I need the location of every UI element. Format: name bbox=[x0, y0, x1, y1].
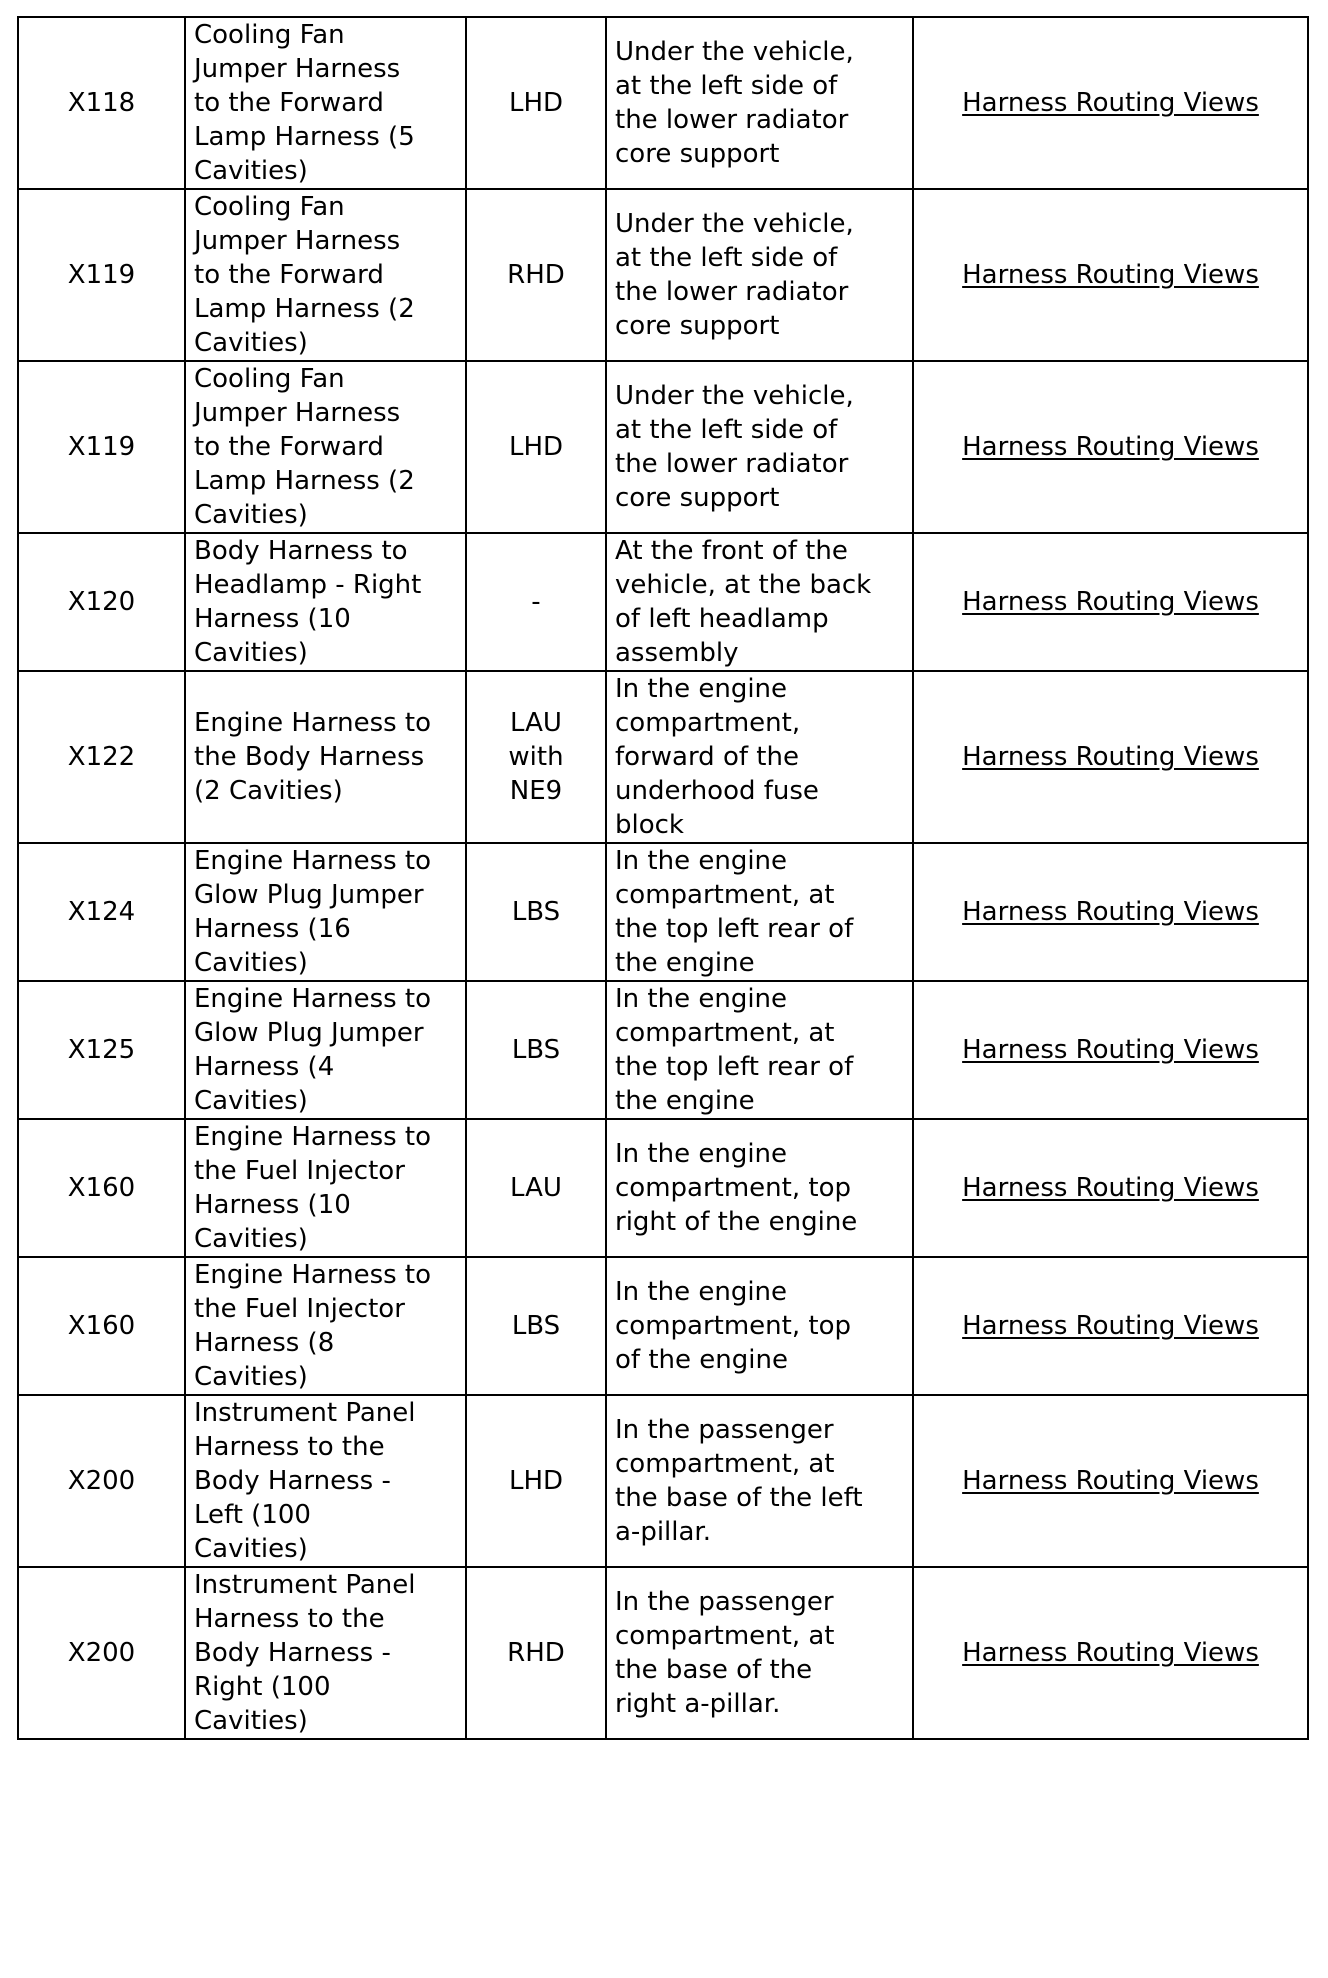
location-cell-line: a-pillar. bbox=[615, 1517, 711, 1547]
routing-link-cell bbox=[913, 17, 1308, 189]
routing-link-cell bbox=[913, 1567, 1308, 1739]
option-cell bbox=[466, 1119, 606, 1257]
option-cell-line: LBS bbox=[511, 897, 561, 927]
description-cell-line: Engine Harness to bbox=[194, 1122, 432, 1152]
table-row bbox=[18, 1395, 1308, 1567]
table-row bbox=[18, 1119, 1308, 1257]
location-cell-line: Under the vehicle, bbox=[615, 381, 854, 411]
routing-link-cell bbox=[913, 1395, 1308, 1567]
option-cell-line: - bbox=[531, 587, 541, 617]
description-cell-line: Instrument Panel bbox=[194, 1570, 416, 1600]
location-cell-line: In the engine bbox=[615, 1139, 788, 1169]
description-cell bbox=[185, 189, 466, 361]
description-cell-line: Right (100 bbox=[194, 1672, 331, 1702]
description-cell-line: Engine Harness to bbox=[194, 708, 432, 738]
location-cell-line: of the engine bbox=[615, 1345, 788, 1375]
option-cell bbox=[466, 17, 606, 189]
connector-id-cell: X118 bbox=[18, 17, 185, 189]
location-cell-line: the base of the bbox=[615, 1655, 813, 1685]
description-cell bbox=[185, 843, 466, 981]
harness-routing-views-link[interactable]: Harness Routing Views bbox=[962, 432, 1259, 462]
connector-id-cell: X124 bbox=[18, 843, 185, 981]
harness-routing-views-link[interactable]: Harness Routing Views bbox=[962, 88, 1259, 118]
description-cell-line: Glow Plug Jumper bbox=[194, 880, 424, 910]
option-cell-line: LAU bbox=[510, 708, 562, 738]
description-cell-line: Cavities) bbox=[194, 1362, 308, 1392]
description-cell-line: Harness (10 bbox=[194, 1190, 351, 1220]
location-cell-line: compartment, at bbox=[615, 1621, 835, 1651]
harness-routing-views-link[interactable]: Harness Routing Views bbox=[962, 260, 1259, 290]
location-cell-line: the lower radiator bbox=[615, 105, 849, 135]
description-cell-line: the Fuel Injector bbox=[194, 1294, 405, 1324]
description-cell bbox=[185, 17, 466, 189]
option-cell bbox=[466, 1567, 606, 1739]
routing-link-cell bbox=[913, 361, 1308, 533]
description-cell-line: to the Forward bbox=[194, 88, 384, 118]
description-cell bbox=[185, 1119, 466, 1257]
description-cell-line: to the Forward bbox=[194, 432, 384, 462]
location-cell bbox=[606, 533, 913, 671]
location-cell-line: the lower radiator bbox=[615, 277, 849, 307]
option-cell-line: with bbox=[508, 742, 564, 772]
location-cell-line: the top left rear of bbox=[615, 914, 854, 944]
option-cell bbox=[466, 1395, 606, 1567]
description-cell-line: Cavities) bbox=[194, 948, 308, 978]
location-cell-line: of left headlamp bbox=[615, 604, 829, 634]
option-cell bbox=[466, 671, 606, 843]
description-cell-line: Harness (8 bbox=[194, 1328, 335, 1358]
location-cell-line: Under the vehicle, bbox=[615, 209, 854, 239]
description-cell-line: Lamp Harness (2 bbox=[194, 294, 415, 324]
description-cell-line: Cooling Fan bbox=[194, 192, 345, 222]
description-cell-line: the Fuel Injector bbox=[194, 1156, 405, 1186]
description-cell-line: Lamp Harness (5 bbox=[194, 122, 415, 152]
harness-routing-views-link[interactable]: Harness Routing Views bbox=[962, 897, 1259, 927]
location-cell-line: underhood fuse bbox=[615, 776, 819, 806]
option-cell bbox=[466, 189, 606, 361]
description-cell-line: Cooling Fan bbox=[194, 20, 345, 50]
description-cell bbox=[185, 1257, 466, 1395]
description-cell-line: Harness to the bbox=[194, 1432, 385, 1462]
connector-id-cell: X122 bbox=[18, 671, 185, 843]
description-cell-line: Cavities) bbox=[194, 500, 308, 530]
description-cell-line: Jumper Harness bbox=[194, 398, 401, 428]
location-cell-line: the engine bbox=[615, 1086, 755, 1116]
location-cell-line: right of the engine bbox=[615, 1207, 858, 1237]
connector-table bbox=[17, 16, 1309, 1740]
location-cell bbox=[606, 1257, 913, 1395]
description-cell bbox=[185, 1395, 466, 1567]
connector-id-cell: X125 bbox=[18, 981, 185, 1119]
option-cell-line: LBS bbox=[511, 1035, 561, 1065]
option-cell-line: LHD bbox=[508, 88, 564, 118]
description-cell bbox=[185, 361, 466, 533]
option-cell-line: LHD bbox=[508, 1466, 564, 1496]
routing-link-cell bbox=[913, 533, 1308, 671]
connector-id-cell: X119 bbox=[18, 189, 185, 361]
description-cell-line: Headlamp - Right bbox=[194, 570, 422, 600]
location-cell-line: Under the vehicle, bbox=[615, 37, 854, 67]
location-cell bbox=[606, 17, 913, 189]
table-row bbox=[18, 189, 1308, 361]
connector-id-cell: X119 bbox=[18, 361, 185, 533]
table-row bbox=[18, 533, 1308, 671]
harness-routing-views-link[interactable]: Harness Routing Views bbox=[962, 1035, 1259, 1065]
routing-link-cell bbox=[913, 981, 1308, 1119]
location-cell-line: the top left rear of bbox=[615, 1052, 854, 1082]
location-cell-line: the lower radiator bbox=[615, 449, 849, 479]
connector-id-cell: X200 bbox=[18, 1567, 185, 1739]
description-cell-line: Cavities) bbox=[194, 156, 308, 186]
option-cell-line: LAU bbox=[510, 1173, 562, 1203]
option-cell bbox=[466, 981, 606, 1119]
routing-link-cell bbox=[913, 1257, 1308, 1395]
location-cell-line: In the engine bbox=[615, 984, 788, 1014]
description-cell-line: Engine Harness to bbox=[194, 846, 432, 876]
description-cell-line: Engine Harness to bbox=[194, 984, 432, 1014]
location-cell-line: vehicle, at the back bbox=[615, 570, 872, 600]
option-cell bbox=[466, 843, 606, 981]
description-cell-line: Harness (10 bbox=[194, 604, 351, 634]
table-row bbox=[18, 1257, 1308, 1395]
location-cell-line: the base of the left bbox=[615, 1483, 863, 1513]
location-cell-line: compartment, top bbox=[615, 1311, 851, 1341]
table-row bbox=[18, 361, 1308, 533]
location-cell-line: core support bbox=[615, 483, 780, 513]
location-cell-line: at the left side of bbox=[615, 415, 838, 445]
description-cell bbox=[185, 981, 466, 1119]
description-cell-line: Cavities) bbox=[194, 1706, 308, 1736]
location-cell-line: compartment, at bbox=[615, 880, 835, 910]
description-cell-line: Cavities) bbox=[194, 1224, 308, 1254]
location-cell-line: compartment, top bbox=[615, 1173, 851, 1203]
location-cell-line: compartment, bbox=[615, 708, 801, 738]
table-row bbox=[18, 843, 1308, 981]
description-cell bbox=[185, 533, 466, 671]
option-cell bbox=[466, 361, 606, 533]
description-cell-line: Body Harness - bbox=[194, 1638, 391, 1668]
location-cell-line: core support bbox=[615, 311, 780, 341]
description-cell-line: Cavities) bbox=[194, 1086, 308, 1116]
routing-link-cell bbox=[913, 189, 1308, 361]
option-cell-line: LBS bbox=[511, 1311, 561, 1341]
location-cell bbox=[606, 671, 913, 843]
description-cell-line: Harness (16 bbox=[194, 914, 351, 944]
table-row bbox=[18, 17, 1308, 189]
harness-routing-views-link[interactable]: Harness Routing Views bbox=[962, 1173, 1259, 1203]
option-cell-line: LHD bbox=[508, 432, 564, 462]
option-cell-line: NE9 bbox=[509, 776, 563, 806]
option-cell-line: RHD bbox=[507, 1638, 565, 1668]
location-cell bbox=[606, 981, 913, 1119]
routing-link-cell bbox=[913, 843, 1308, 981]
description-cell bbox=[185, 1567, 466, 1739]
table-row bbox=[18, 671, 1308, 843]
description-cell-line: Jumper Harness bbox=[194, 54, 401, 84]
harness-routing-views-link[interactable]: Harness Routing Views bbox=[962, 1466, 1259, 1496]
location-cell bbox=[606, 1395, 913, 1567]
option-cell bbox=[466, 1257, 606, 1395]
description-cell-line: the Body Harness bbox=[194, 742, 425, 772]
location-cell bbox=[606, 189, 913, 361]
description-cell-line: Cavities) bbox=[194, 328, 308, 358]
location-cell-line: forward of the bbox=[615, 742, 799, 772]
description-cell-line: Instrument Panel bbox=[194, 1398, 416, 1428]
option-cell-line: RHD bbox=[507, 260, 565, 290]
harness-routing-views-link[interactable]: Harness Routing Views bbox=[962, 742, 1259, 772]
description-cell-line: Harness (4 bbox=[194, 1052, 335, 1082]
location-cell bbox=[606, 1119, 913, 1257]
harness-routing-views-link[interactable]: Harness Routing Views bbox=[962, 1638, 1259, 1668]
connector-id-cell: X160 bbox=[18, 1119, 185, 1257]
location-cell-line: In the engine bbox=[615, 1277, 788, 1307]
location-cell-line: At the front of the bbox=[615, 536, 848, 566]
description-cell-line: Left (100 bbox=[194, 1500, 311, 1530]
location-cell-line: core support bbox=[615, 139, 780, 169]
description-cell-line: to the Forward bbox=[194, 260, 384, 290]
description-cell-line: Body Harness - bbox=[194, 1466, 391, 1496]
location-cell-line: compartment, at bbox=[615, 1018, 835, 1048]
location-cell-line: In the engine bbox=[615, 674, 788, 704]
connector-id-cell: X200 bbox=[18, 1395, 185, 1567]
connector-table-body bbox=[18, 17, 1308, 1739]
location-cell-line: block bbox=[615, 810, 684, 840]
description-cell-line: Engine Harness to bbox=[194, 1260, 432, 1290]
description-cell-line: Harness to the bbox=[194, 1604, 385, 1634]
description-cell-line: Body Harness to bbox=[194, 536, 408, 566]
description-cell bbox=[185, 671, 466, 843]
location-cell-line: assembly bbox=[615, 638, 739, 668]
description-cell-line: Jumper Harness bbox=[194, 226, 401, 256]
description-cell-line: Cooling Fan bbox=[194, 364, 345, 394]
location-cell-line: at the left side of bbox=[615, 71, 838, 101]
location-cell-line: at the left side of bbox=[615, 243, 838, 273]
harness-routing-views-link[interactable]: Harness Routing Views bbox=[962, 587, 1259, 617]
option-cell bbox=[466, 533, 606, 671]
routing-link-cell bbox=[913, 1119, 1308, 1257]
location-cell-line: In the passenger bbox=[615, 1587, 834, 1617]
routing-link-cell bbox=[913, 671, 1308, 843]
location-cell-line: the engine bbox=[615, 948, 755, 978]
description-cell-line: Glow Plug Jumper bbox=[194, 1018, 424, 1048]
connector-id-cell: X160 bbox=[18, 1257, 185, 1395]
description-cell-line: Cavities) bbox=[194, 1534, 308, 1564]
table-row bbox=[18, 1567, 1308, 1739]
location-cell-line: compartment, at bbox=[615, 1449, 835, 1479]
location-cell bbox=[606, 1567, 913, 1739]
description-cell-line: Lamp Harness (2 bbox=[194, 466, 415, 496]
location-cell bbox=[606, 361, 913, 533]
location-cell bbox=[606, 843, 913, 981]
table-row bbox=[18, 981, 1308, 1119]
connector-id-cell: X120 bbox=[18, 533, 185, 671]
description-cell-line: Cavities) bbox=[194, 638, 308, 668]
description-cell-line: (2 Cavities) bbox=[194, 776, 343, 806]
location-cell-line: In the passenger bbox=[615, 1415, 834, 1445]
location-cell-line: right a-pillar. bbox=[615, 1689, 781, 1719]
harness-routing-views-link[interactable]: Harness Routing Views bbox=[962, 1311, 1259, 1341]
location-cell-line: In the engine bbox=[615, 846, 788, 876]
